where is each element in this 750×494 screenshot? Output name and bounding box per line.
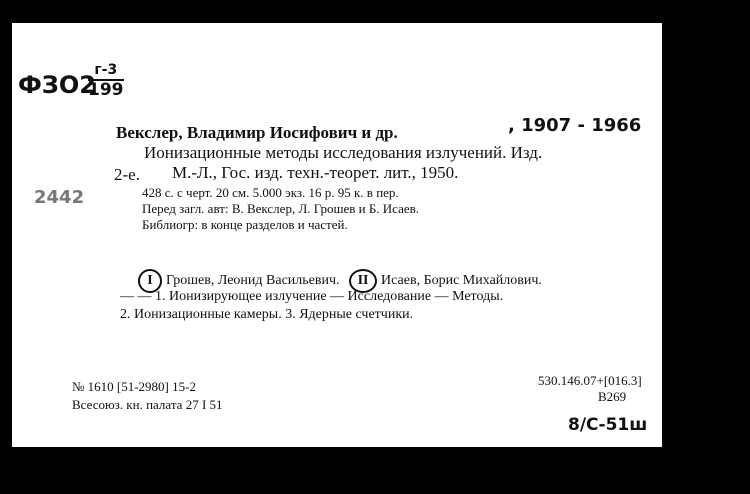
subject-line-1: — — 1. Ионизирующее излучение — Исследование — Методы. bbox=[120, 289, 504, 304]
margin-note: 2442 bbox=[34, 187, 85, 208]
card-edge-shadow bbox=[662, 23, 706, 447]
added-author-2: Исаев, Борис Михайлович. bbox=[381, 273, 542, 289]
catalog-card bbox=[12, 22, 706, 447]
author-note: Перед загл. авт: В. Векслер, Л. Грошев и Б. Исаев. bbox=[142, 201, 420, 216]
issuer: Всесоюз. кн. палата 27 I 51 bbox=[72, 397, 223, 412]
author-dates: , 1907 - 1966 bbox=[508, 115, 642, 136]
bottom-right-handwriting: 8/С-51ш bbox=[568, 415, 648, 435]
shelf-mark-fraction-bottom: 199 bbox=[88, 80, 124, 100]
added-author-1: Грошев, Леонид Васильевич. bbox=[166, 273, 340, 289]
edition: 2-е. bbox=[114, 165, 140, 184]
author-mark: В269 bbox=[598, 389, 627, 404]
bibliography-note: Библиогр: в конце разделов и частей. bbox=[142, 217, 348, 232]
imprint: М.-Л., Гос. изд. техн.-теорет. лит., 1950. bbox=[172, 163, 459, 182]
marker-one: I bbox=[138, 269, 162, 293]
marker-two: II bbox=[349, 269, 377, 293]
shelf-mark-left: ФЗО2 bbox=[18, 71, 96, 99]
collation: 428 с. с черт. 20 см. 5.000 экз. 16 р. 95 к. в пер. bbox=[142, 185, 399, 200]
shelf-mark-fraction bbox=[88, 61, 124, 99]
subject-line-2: 2. Ионизационные камеры. 3. Ядерные счетчики. bbox=[120, 307, 414, 322]
shelf-mark-fraction-top: г-3 bbox=[88, 61, 124, 81]
classification: 530.146.07+[016.3] bbox=[538, 373, 642, 388]
shelf-mark bbox=[18, 71, 96, 99]
author-heading: Векслер, Владимир Иосифович и др. bbox=[116, 123, 398, 142]
card-number: № 1610 [51-2980] 15-2 bbox=[72, 379, 196, 394]
title-line: Ионизационные методы исследования излучений. Изд. bbox=[144, 143, 543, 162]
